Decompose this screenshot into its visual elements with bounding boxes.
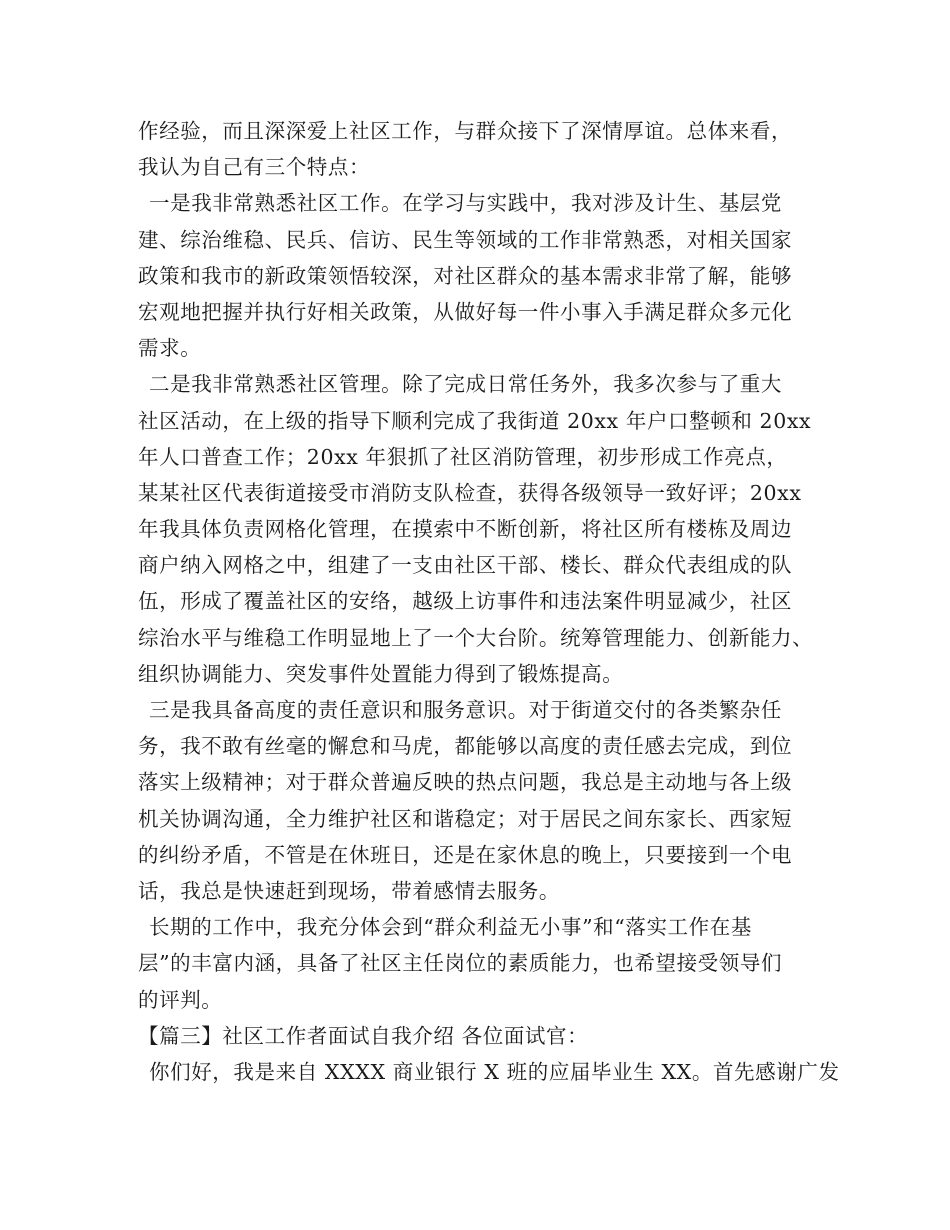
text-line: 二是我非常熟悉社区管理。除了完成日常任务外，我多次参与了重大 (149, 372, 782, 397)
text-line: 一是我非常熟悉社区工作。在学习与实践中，我对涉及计生、基层党 (149, 191, 782, 216)
text-line: 年人口普查工作；20xx 年狠抓了社区消防管理，初步形成工作亮点， (138, 444, 788, 469)
text-line: 伍，形成了覆盖社区的安络，越级上访事件和违法案件明显减少，社区 (138, 589, 793, 614)
text-line: 层”的丰富内涵，具备了社区主任岗位的素质能力，也希望接受领导们 (138, 951, 783, 976)
text-line: 建、综治维稳、民兵、信访、民生等领域的工作非常熟悉，对相关国家 (138, 227, 793, 252)
text-line: 年我具体负责网格化管理，在摸索中不断创新，将社区所有楼栋及周边 (138, 517, 793, 542)
text-line: 需求。 (138, 336, 202, 361)
text-line: 话，我总是快速赶到现场，带着感情去服务。 (138, 878, 560, 903)
text-line: 我认为自己有三个特点： (138, 155, 371, 180)
text-line: 的评判。 (138, 987, 223, 1012)
text-line: 综治水平与维稳工作明显地上了一个大台阶。统筹管理能力、创新能力、 (138, 625, 814, 650)
text-line: 社区活动，在上级的指导下顺利完成了我街道 20xx 年户口整顿和 20xx (138, 408, 812, 433)
text-line: 政策和我市的新政策领悟较深，对社区群众的基本需求非常了解，能够 (138, 263, 793, 288)
text-line: 组织协调能力、突发事件处置能力得到了锻炼提高。 (138, 661, 624, 686)
document-body (138, 113, 840, 1090)
text-line: 商户纳入网格之中，组建了一支由社区干部、楼长、群众代表组成的队 (138, 553, 793, 578)
text-line: 宏观地把握并执行好相关政策，从做好每一件小事入手满足群众多元化 (138, 299, 793, 324)
text-line: 务，我不敢有丝毫的懈怠和马虎，都能够以高度的责任感去完成，到位 (138, 734, 793, 759)
text-line: 机关协调沟通，全力维护社区和谐稳定；对于居民之间东家长、西家短 (138, 806, 793, 831)
text-line: 的纠纷矛盾，不管是在休班日，还是在家休息的晚上，只要接到一个电 (138, 842, 793, 867)
text-line: 落实上级精神；对于群众普遍反映的热点问题，我总是主动地与各上级 (138, 770, 793, 795)
text-line: 三是我具备高度的责任意识和服务意识。对于街道交付的各类繁杂任 (149, 698, 782, 722)
text-line: 某某社区代表街道接受市消防支队检查，获得各级领导一致好评；20xx (138, 480, 802, 505)
text-line: 【篇三】社区工作者面试自我介绍 各位面试官： (138, 1023, 589, 1048)
text-line: 你们好，我是来自 XXXX 商业银行 X 班的应届毕业生 XX。首先感谢广发 (149, 1059, 840, 1084)
text-line: 作经验，而且深深爱上社区工作，与群众接下了深情厚谊。总体来看， (138, 119, 793, 143)
text-line: 长期的工作中，我充分体会到“群众利益无小事”和“落实工作在基 (149, 915, 752, 940)
